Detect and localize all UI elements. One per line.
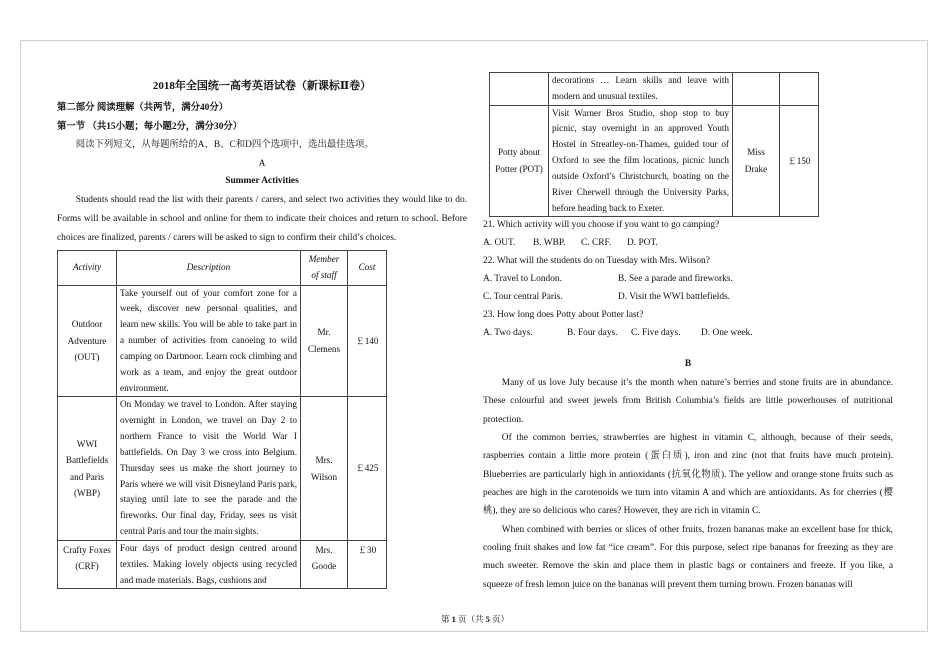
header-staff: Member of staff <box>301 251 348 285</box>
option: D. POT. <box>627 238 658 249</box>
header-description: Description <box>117 251 301 285</box>
section-heading: 第一节 （共15小题；每小题2分，满分30分） <box>57 121 243 132</box>
description-cell: Four days of product design centred around textiles. Making lovely objects using recycled and made materials. Bags, cushions and <box>117 540 301 588</box>
question-21 <box>483 217 893 253</box>
question-23 <box>483 307 893 343</box>
instruction: 阅读下列短文，从每题所给的A、B、C和D四个选项中，选出最佳选项。 <box>75 140 374 151</box>
cost-cell: ￡425 <box>348 397 387 540</box>
options-row <box>483 271 893 289</box>
footer-total-pages: 5 <box>485 614 490 624</box>
passage-b-paragraph: When combined with berries or slices of other fruits, frozen bananas make an excellent base for thick, cooling fruit shakes and low fat “ice cream”. For this purpose, select ripe bananas for freezing as they are much sweeter. Remove the skin and place them in plastic bags or containers and freeze. If you like, a squeeze of fresh lemon juice on the bananas will prevent them turning brown. Frozen bananas will <box>483 524 893 590</box>
description-cell: Visit Warner Bros Studio, shop stop to buy picnic, stay overnight in an approved Youth Hostel in Streatley-on-Thames, guided tour of Oxford to see the film locations, picnic lunch outside Oxford’s Christchurch, boating on the River Cherwell through the University Parks, before heading back to Exeter. <box>549 105 733 217</box>
header-activity: Activity <box>58 251 117 285</box>
description-cell: Take yourself out of your comfort zone for a week, discover new personal qualities, and learn new skills. You will be able to take part in a number of activities from canoeing to wild camping on Dartmoor. Learn rock climbing and work as a team, and enjoy the great outdoor environment. <box>117 285 301 397</box>
exam-title: 2018年全国统一高考英语试卷（新课标Ⅱ卷） <box>152 80 372 92</box>
footer-suffix: 页） <box>492 614 510 624</box>
description-cell: decorations … Learn skills and leave with modern and unusual textiles. <box>549 73 733 106</box>
option: C. Tour central Paris. <box>483 291 563 302</box>
activity-cell: Potty about Potter (POT) <box>490 105 549 217</box>
table-header-row <box>58 251 387 285</box>
option: B. WBP. <box>533 238 566 249</box>
activity-cell <box>490 73 549 106</box>
table-row <box>490 105 819 217</box>
option: C. CRF. <box>581 238 612 249</box>
description-cell: On Monday we travel to London. After staying overnight in London, we travel on Day 2 to northern France to visit the World War I battlefields. On Day 3 we cross into Belgium. Thursday sees us make the short journey to Paris where we will visit Disneyland Paris park, staying until late to see the parade and the fireworks. Our final day, Friday, sees us visit central Paris and tour the main sights. <box>117 397 301 540</box>
footer-mid: 页（共 <box>457 614 484 624</box>
staff-cell: Mr. Clemens <box>301 285 348 397</box>
option: C. Five days. <box>631 327 681 338</box>
cost-cell: ￡150 <box>780 105 819 217</box>
passage-b-letter: B <box>684 359 692 370</box>
staff-cell: Mrs. Goode <box>301 540 348 588</box>
activity-cell: WWI Battlefields and Paris (WBP) <box>58 397 117 540</box>
question-stem: 23. How long does Potty about Potter last? <box>483 309 644 320</box>
question-stem: 22. What will the students do on Tuesday with Mrs. Wilson? <box>483 256 710 267</box>
staff-cell: Mrs. Wilson <box>301 397 348 540</box>
question-22 <box>483 253 893 307</box>
passage-b-paragraph: Many of us love July because it’s the month when nature’s berries and stone fruits are in abundance. These colourful and sweet jewels from British Columbia’s fields are little powerhouses of nutritional protection. <box>483 378 893 425</box>
staff-cell: Miss Drake <box>733 105 780 217</box>
options-row <box>483 325 893 343</box>
option: A. OUT. <box>483 238 516 249</box>
cost-cell: ￡140 <box>348 285 387 397</box>
passage-b-paragraph: Of the common berries, strawberries are highest in vitamin C, although, because of their seeds, raspberries contain a little more protein (蛋白质), iron and zinc (not that fruits have much protein). Blueberries are particularly high in antioxidants (抗氧化物质). The yellow and orange stone fruits such as peaches are high in the carotenoids we turn into vitamin A and which are antioxidants. As for cherries (樱桃), they are so delicious who cares? However, they are rich in vitamin C. <box>483 433 893 517</box>
cost-cell <box>780 73 819 106</box>
footer-prefix: 第 <box>440 614 450 624</box>
option: D. One week. <box>701 327 753 338</box>
header-cost: Cost <box>348 251 387 285</box>
activity-cell: Crafty Foxes (CRF) <box>58 540 117 588</box>
option: D. Visit the WWI battlefields. <box>618 291 731 302</box>
options-row <box>483 235 893 253</box>
page-footer <box>0 613 950 625</box>
footer-page-number: 1 <box>451 614 456 624</box>
cost-cell: ￡30 <box>348 540 387 588</box>
table-row <box>58 397 387 540</box>
part-heading: 第二部分 阅读理解（共两节，满分40分） <box>57 103 229 114</box>
left-column <box>57 78 467 589</box>
option: A. Travel to London. <box>483 274 562 285</box>
table-row <box>490 73 819 106</box>
table-row <box>58 285 387 397</box>
options-row <box>483 289 893 307</box>
activity-cell: Outdoor Adventure (OUT) <box>58 285 117 397</box>
option: B. Four days. <box>567 327 618 338</box>
question-stem: 21. Which activity will you choose if you want to go camping? <box>483 220 720 231</box>
table-row <box>58 540 387 588</box>
option: A. Two days. <box>483 327 533 338</box>
staff-cell <box>733 73 780 106</box>
passage-a-letter: A <box>258 158 266 169</box>
passage-a-intro: Students should read the list with their parents / carers, and select two activities they would like to do. Forms will be available in school and online for them to indicate their choices and return to school. Before choices are finalized, parents / carers will be asked to sign to confirm their child’s choices. <box>57 194 467 243</box>
passage-a-heading: Summer Activities <box>225 176 299 187</box>
option: B. See a parade and fireworks. <box>618 274 733 285</box>
activities-table-continued <box>489 72 819 217</box>
activities-table <box>57 250 387 589</box>
right-column <box>483 72 893 594</box>
